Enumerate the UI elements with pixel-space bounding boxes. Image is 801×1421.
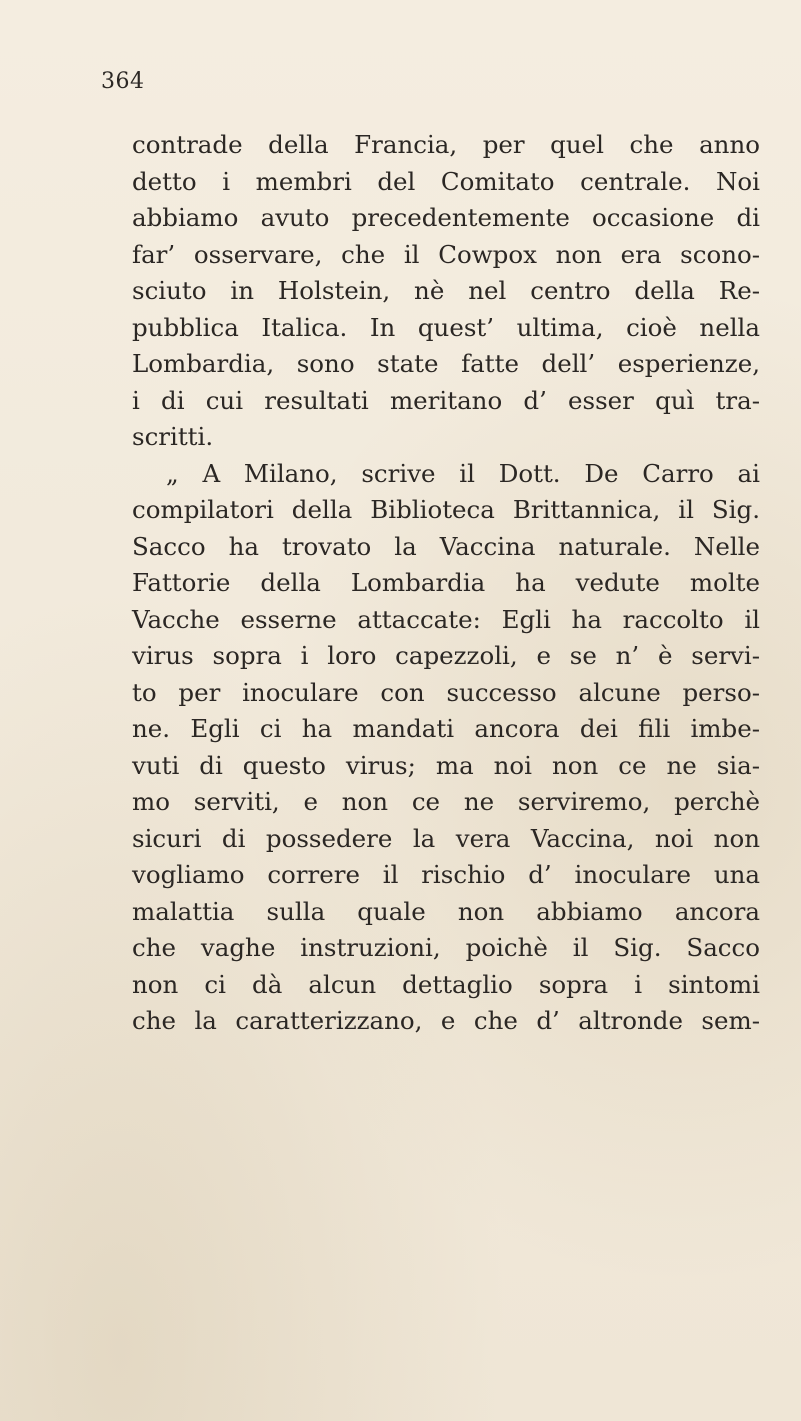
text-line: ne. Egli ci ha mandati ancora dei fili imbe-: [132, 714, 760, 743]
text-line: che vaghe instruzioni, poichè il Sig. Sacco: [132, 933, 760, 962]
text-line: sciuto in Holstein, nè nel centro della Re-: [132, 276, 760, 305]
text-line: far’ osservare, che il Cowpox non era scono-: [132, 239, 760, 269]
text-line: non ci dà alcun dettaglio sopra i sintomi: [132, 969, 760, 999]
text-line: abbiamo avuto precedentemente occasione di: [132, 203, 760, 232]
text-line: i di cui resultati meritano d’ esser quì tra-: [132, 385, 760, 415]
text-line: Vacche esserne attaccate: Egli ha raccolto il: [132, 604, 760, 634]
text-line: compilatori della Biblioteca Brittannica, il Sig.: [132, 495, 760, 524]
text-line: Fattorie della Lombardia ha vedute molte: [132, 568, 760, 597]
text-line: virus sopra i loro capezzoli, e se n’ è servi-: [132, 641, 760, 670]
text-line: pubblica Italica. In quest’ ultima, cioè nella: [132, 312, 760, 342]
text-line: mo serviti, e non ce ne serviremo, perchè: [132, 787, 760, 816]
text-line: Lombardia, sono state fatte dell’ esperienze,: [132, 349, 760, 378]
page-number: 364: [101, 69, 145, 94]
text-line: detto i membri del Comitato centrale. Noi: [132, 166, 760, 196]
text-line: Sacco ha trovato la Vaccina naturale. Nelle: [132, 531, 760, 561]
text-line: scritti.: [132, 422, 214, 451]
text-line: contrade della Francia, per quel che anno: [132, 130, 760, 159]
text-line: sicuri di possedere la vera Vaccina, noi non: [132, 823, 760, 853]
body-text: [132, 127, 760, 1040]
text-line: „ A Milano, scrive il Dott. De Carro ai: [166, 458, 760, 488]
text-line: vogliamo correre il rischio d’ inoculare una: [132, 860, 760, 889]
text-line: che la caratterizzano, e che d’ altronde sem-: [132, 1006, 760, 1035]
text-line: vuti di questo virus; ma noi non ce ne sia-: [132, 750, 760, 780]
text-line: malattia sulla quale non abbiamo ancora: [132, 896, 760, 926]
text-line: to per inoculare con successo alcune perso-: [132, 677, 760, 707]
